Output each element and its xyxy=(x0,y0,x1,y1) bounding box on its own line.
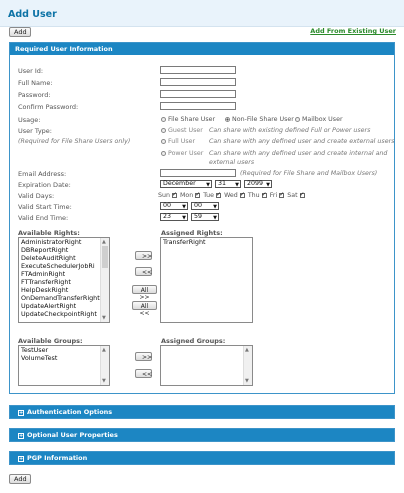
add-button-bottom[interactable]: Add xyxy=(9,474,31,484)
chevron-down-icon: ▼ xyxy=(182,215,186,221)
valid-end-label: Valid End Time: xyxy=(18,214,69,222)
chevron-down-icon: ▼ xyxy=(213,215,217,221)
checkbox-wed[interactable] xyxy=(240,193,245,198)
header-bar xyxy=(0,0,404,27)
available-groups-list[interactable] xyxy=(18,345,110,386)
available-groups-label: Available Groups: xyxy=(18,337,83,345)
radio-icon xyxy=(295,117,300,122)
radio-icon xyxy=(161,128,166,133)
checkbox-thu[interactable] xyxy=(262,193,267,198)
chevron-down-icon: ▼ xyxy=(213,204,217,210)
list-item[interactable]: DeleteAuditRight xyxy=(21,254,76,262)
chevron-down-icon: ▼ xyxy=(235,182,239,188)
section-title: Required User Information xyxy=(15,45,113,53)
start-hour-select[interactable]: 00 ▼ xyxy=(160,202,188,210)
assigned-groups-list[interactable] xyxy=(160,345,253,386)
end-min-select[interactable]: 59 ▼ xyxy=(191,213,219,221)
user-id-label: User Id: xyxy=(18,67,44,75)
pgp-information-panel xyxy=(9,451,395,465)
checkbox-mon[interactable] xyxy=(195,193,200,198)
checkbox-fri[interactable] xyxy=(279,193,284,198)
radio-selected-icon xyxy=(225,117,230,122)
move-right-rights-button[interactable]: >> xyxy=(135,251,152,260)
available-rights-label: Available Rights: xyxy=(18,229,80,237)
valid-days-label: Valid Days: xyxy=(18,192,55,200)
list-item[interactable]: UpdateCheckpointRight xyxy=(21,310,97,318)
scrollbar[interactable] xyxy=(243,346,252,385)
power-user-desc: Can share with any defined user and create internal and xyxy=(209,150,388,157)
optional-user-properties-panel xyxy=(9,428,395,442)
move-left-rights-button[interactable]: << xyxy=(135,267,152,276)
guest-user-desc: Can share with existing defined Full or Power users xyxy=(209,127,371,134)
user-type-guest-option[interactable]: Guest User xyxy=(161,127,203,134)
radio-icon xyxy=(161,151,166,156)
usage-label: Usage: xyxy=(18,116,41,124)
chevron-down-icon: ▼ xyxy=(182,204,186,210)
usage-mailbox-option[interactable]: Mailbox User xyxy=(295,116,343,123)
list-item[interactable]: TestUser xyxy=(21,346,49,354)
expand-plus-icon[interactable]: + xyxy=(19,433,24,439)
checkbox-tue[interactable] xyxy=(216,193,221,198)
user-type-power-option[interactable]: Power User xyxy=(161,150,203,157)
user-type-label: User Type: xyxy=(18,127,53,135)
add-button-top[interactable]: Add xyxy=(9,27,31,37)
expiration-label: Expiration Date: xyxy=(18,181,71,189)
move-all-right-button[interactable]: All >> xyxy=(132,285,157,294)
list-item[interactable]: AdministratorRight xyxy=(21,238,82,246)
confirm-password-label: Confirm Password: xyxy=(18,103,79,111)
list-item[interactable]: HelpDeskRight xyxy=(21,286,69,294)
page-title: Add User xyxy=(8,9,57,20)
move-right-groups-button[interactable]: >> xyxy=(135,352,152,361)
assigned-groups-label: Assigned Groups: xyxy=(161,337,226,345)
chevron-down-icon: ▼ xyxy=(266,182,270,188)
list-item[interactable]: ExecuteSchedulerJobRi xyxy=(21,262,95,270)
scrollbar[interactable] xyxy=(100,346,109,385)
auth-section-header[interactable]: + Authentication Options xyxy=(10,406,394,418)
scroll-thumb[interactable] xyxy=(102,246,108,268)
email-input[interactable] xyxy=(160,169,236,177)
authentication-options-panel xyxy=(9,405,395,419)
expand-plus-icon[interactable]: + xyxy=(19,410,24,416)
checkbox-sat[interactable] xyxy=(300,193,305,198)
user-type-full-option[interactable]: Full User xyxy=(161,138,195,145)
password-label: Password: xyxy=(18,91,51,99)
scroll-down-icon[interactable]: ▼ xyxy=(245,378,249,384)
radio-icon xyxy=(161,139,166,144)
email-label: Email Address: xyxy=(18,170,67,178)
list-item[interactable]: TransferRight xyxy=(163,238,206,246)
end-hour-select[interactable]: 23 ▼ xyxy=(160,213,188,221)
usage-non-file-share-option[interactable]: Non-File Share User xyxy=(225,116,294,123)
user-id-input[interactable] xyxy=(160,66,236,74)
full-name-input[interactable] xyxy=(160,78,236,86)
assigned-rights-label: Assigned Rights: xyxy=(161,229,223,237)
move-all-left-button[interactable]: All << xyxy=(132,301,157,310)
list-item[interactable]: VolumeTest xyxy=(21,354,58,362)
add-from-existing-user-link[interactable]: Add From Existing User xyxy=(310,27,396,35)
exp-month-select[interactable]: December ▼ xyxy=(160,180,212,188)
scroll-up-icon[interactable]: ▲ xyxy=(245,347,249,353)
password-input[interactable] xyxy=(160,90,236,98)
optional-section-header[interactable]: + Optional User Properties xyxy=(10,429,394,441)
full-user-desc: Can share with any defined user and create external users xyxy=(209,138,395,145)
scroll-down-icon[interactable]: ▼ xyxy=(102,378,106,384)
power-user-desc-cont: external users xyxy=(209,159,255,166)
available-rights-list[interactable] xyxy=(18,237,110,323)
checkbox-sun[interactable] xyxy=(172,193,177,198)
expand-plus-icon[interactable]: + xyxy=(19,456,24,462)
full-name-label: Full Name: xyxy=(18,79,53,87)
list-item[interactable]: UpdateAlertRight xyxy=(21,302,77,310)
valid-days-checkboxes: Sun✓ Mon✓ Tue✓ Wed✓ Thu✓ Fri✓ Sat✓ xyxy=(158,192,306,199)
scroll-up-icon[interactable]: ▲ xyxy=(102,347,106,353)
move-left-groups-button[interactable]: << xyxy=(135,369,152,378)
user-type-note: (Required for File Share Users only) xyxy=(18,138,131,145)
scroll-up-icon[interactable]: ▲ xyxy=(102,239,106,245)
list-item[interactable]: FTTransferRight xyxy=(21,278,71,286)
scrollbar[interactable] xyxy=(100,238,109,322)
required-section-header[interactable] xyxy=(10,43,394,55)
confirm-password-input[interactable] xyxy=(160,102,236,110)
exp-day-select[interactable]: 31 ▼ xyxy=(215,180,241,188)
valid-start-label: Valid Start Time: xyxy=(18,203,72,211)
assigned-rights-list[interactable] xyxy=(160,237,253,323)
scroll-down-icon[interactable]: ▼ xyxy=(102,315,106,321)
email-note: (Required for File Share and Mailbox Users) xyxy=(240,170,378,177)
start-min-select[interactable]: 00 ▼ xyxy=(191,202,219,210)
list-item[interactable]: OnDemandTransferRight xyxy=(21,294,100,302)
radio-icon xyxy=(161,117,166,122)
chevron-down-icon: ▼ xyxy=(206,182,210,188)
pgp-section-header[interactable]: + PGP Information xyxy=(10,452,394,464)
usage-file-share-option[interactable]: File Share User xyxy=(161,116,215,123)
list-item[interactable]: DBReportRight xyxy=(21,246,69,254)
exp-year-select[interactable]: 2099 ▼ xyxy=(244,180,272,188)
list-item[interactable]: FTAdminRight xyxy=(21,270,66,278)
